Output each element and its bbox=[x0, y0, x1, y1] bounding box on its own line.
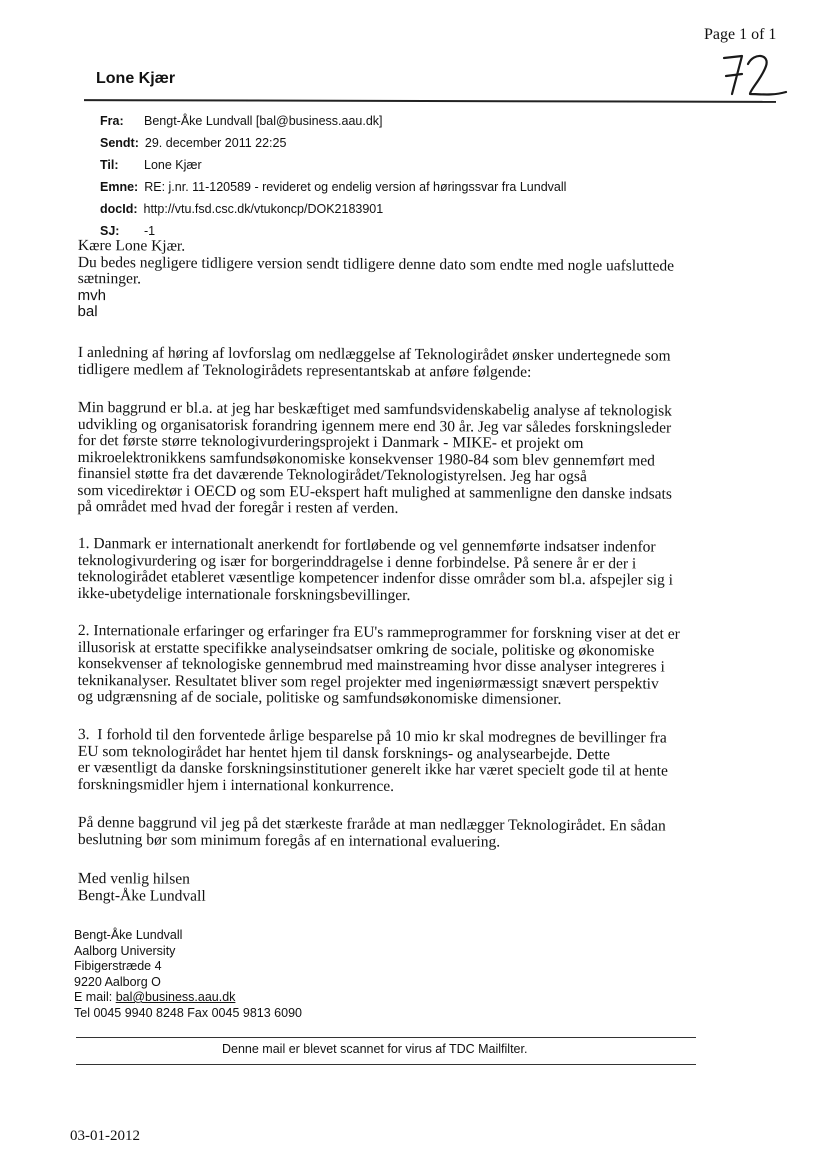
intro-closing: mvh bbox=[77, 286, 107, 304]
paragraph-1: I anledning af høring af lovforslag om nedlæggelse af Teknologirådet ønsker undertegnede som tidligere medlem af Teknologirådets representantskab at anføre følgende: bbox=[77, 344, 671, 381]
paragraph-2: Min baggrund er bl.a. at jeg har beskæftiget med samfundsvidenskabelig analyse af teknologisk udvikling og organisatorisk forandring igennem mere end 30 år. Jeg var således forskningsleder for det første større teknologivurderingsprojekt i Danmark - MIKE- et projekt om mikroelektronikkens samfundsøkonomiske konsekvenser 1980-84 som blev gennemført med finansiel støtte fra det daværende Teknologirådet/Teknologistyrelsen. Jeg har også som vicedirektør i OECD og som EU-ekspert haft mulighed at sammenligne den danske indsats på området med hvad der foregår i resten af verden. bbox=[77, 399, 673, 517]
page-number: Page 1 of 1 bbox=[704, 26, 777, 43]
signature-block bbox=[74, 928, 302, 1021]
paragraph-5: 3. I forhold til den forventede årlige besparelse på 10 mio kr skal modregnes de bevillinger fra EU som teknologirådet har hentet hjem til dansk forsknings- og analysearbejde. Dette er væsentligt da danske forskningsinstitutioner generelt ikke har været specielt gode til at hente forskningsmidler hjem i international konkurrence. bbox=[77, 726, 668, 795]
to-label: Til: bbox=[100, 158, 119, 172]
paragraph-3: 1. Danmark er internationalt anerkendt for fortløbende og vel gennemførte indsatser indenfor teknologivurdering og især for borgerinddragelse i denne forbindelse. På senere år er der i teknologirådet etableret væsentlige kompetencer indenfor disse områder som bl.a. afspejler sig i ikke-ubetydelige internationale forskningsbevillinger. bbox=[77, 535, 674, 604]
handwritten-number-72 bbox=[720, 50, 790, 102]
paragraph-4: 2. Internationale erfaringer og erfaringer fra EU's rammeprogrammer for forskning viser at det er illusorisk at erstatte specifikke analyseindsatser omkring de sociale, politiske og økonomiske konsekvenser af teknologiske gennembrud med mainstreaming hvor disse analyser integreres i teknikanalyser. Resultatet bliver som regel projekter med ingeniørmæssigt snævert perspektiv og udgrænsning af de sociale, politiske og samfundsøkonomiske dimensioner. bbox=[77, 622, 680, 708]
intro-initials: bal bbox=[77, 302, 98, 321]
greeting: Kære Lone Kjær. bbox=[77, 237, 186, 255]
header-row-from bbox=[100, 110, 566, 132]
docid-value: http://vtu.fsd.csc.dk/vtukoncp/DOK2183901 bbox=[143, 202, 384, 216]
header-divider bbox=[84, 99, 776, 103]
signature-block-name: Bengt-Åke Lundvall bbox=[74, 928, 183, 942]
paragraph-6: På denne baggrund vil jeg på det stærkeste fraråde at man nedlægger Teknologirådet. En sådan beslutning bør som minimum foregås af en international evaluering. bbox=[77, 814, 666, 851]
subject-value: RE: j.nr. 11-120589 - revideret og endelig version af høringssvar fra Lundvall bbox=[144, 180, 567, 194]
docid-label: docId: bbox=[100, 202, 138, 216]
virus-scan-note: Denne mail er blevet scannet for virus af TDC Mailfilter. bbox=[222, 1042, 528, 1056]
regards: Med venlig hilsen bbox=[77, 870, 190, 888]
email-label: E mail: bbox=[74, 990, 116, 1004]
sj-label: SJ: bbox=[100, 224, 120, 238]
to-value: Lone Kjær bbox=[144, 158, 202, 172]
sj-value: -1 bbox=[144, 224, 156, 238]
footer-divider-bottom bbox=[76, 1064, 696, 1065]
intro-block bbox=[77, 238, 727, 324]
from-value: Bengt-Åke Lundvall [bal@business.aau.dk] bbox=[144, 114, 383, 128]
header-row-sent bbox=[100, 132, 566, 154]
sender-title: Lone Kjær bbox=[96, 70, 176, 87]
signature-block-street: Fibigerstræde 4 bbox=[74, 959, 162, 973]
email-header bbox=[100, 110, 566, 242]
intro-line-2: sætninger. bbox=[77, 269, 142, 288]
header-row-docid bbox=[100, 198, 566, 220]
signature-block-org: Aalborg University bbox=[74, 943, 176, 958]
regards-block bbox=[78, 871, 728, 908]
subject-label: Emne: bbox=[100, 180, 139, 194]
footer-divider-top bbox=[76, 1037, 696, 1038]
print-date: 03-01-2012 bbox=[70, 1128, 140, 1144]
signature-name: Bengt-Åke Lundvall bbox=[77, 886, 206, 905]
signature-block-phone: Tel 0045 9940 8248 Fax 0045 9813 6090 bbox=[74, 1005, 302, 1020]
sent-label: Sendt: bbox=[100, 136, 139, 150]
intro-line-1: Du bedes negligere tidligere version sendt tidligere denne dato som endte med nogle uafsluttede bbox=[77, 253, 675, 275]
header-row-subject bbox=[100, 176, 566, 198]
header-row-to bbox=[100, 154, 566, 176]
signature-block-city: 9220 Aalborg O bbox=[74, 974, 161, 989]
sent-value: 29. december 2011 22:25 bbox=[144, 136, 287, 150]
email-link[interactable]: bal@business.aau.dk bbox=[115, 990, 236, 1004]
from-label: Fra: bbox=[100, 114, 124, 128]
signature-block-email-row bbox=[74, 990, 302, 1006]
